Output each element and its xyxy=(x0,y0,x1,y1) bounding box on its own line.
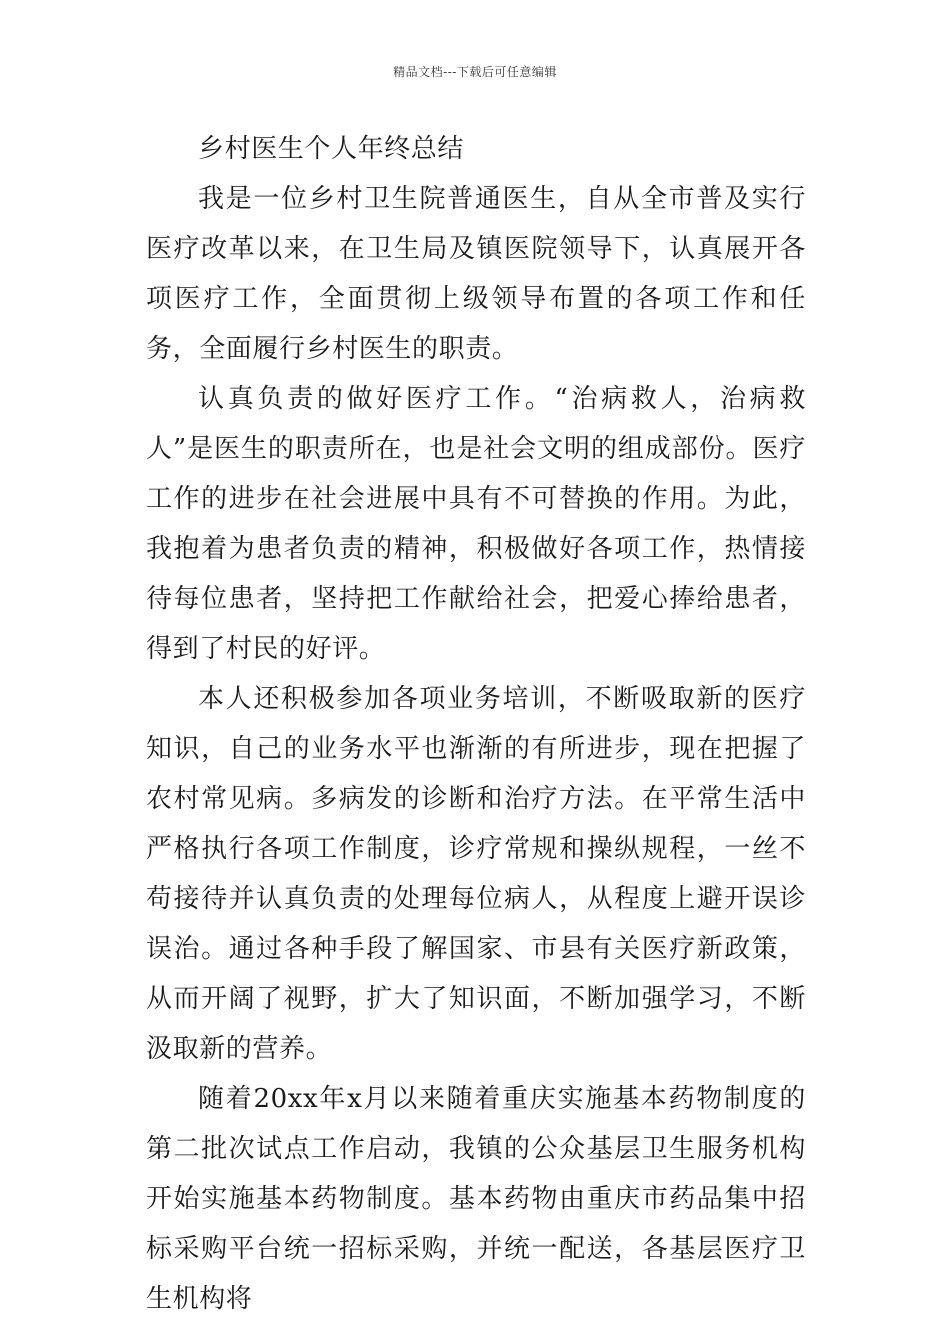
document-title: 乡村医生个人年终总结 xyxy=(198,134,465,164)
page-header: 精品文档---下载后可任意编辑 xyxy=(393,65,557,79)
paragraph-4: 随着20xx年x月以来随着重庆实施基本药物制度的第二批次试点工作启动，我镇的公众基层卫生服务机构开始实施基本药物制度。基本药物由重庆市药品集中招标采购平台统一招标采购，并统一配送，各基层医疗卫生机构将 xyxy=(146,1084,806,1314)
paragraph-3: 本人还积极参加各项业务培训，不断吸取新的医疗知识，自己的业务水平也渐渐的有所进步，现在把握了农村常见病。多病发的诊断和治疗方法。在平常生活中严格执行各项工作制度，诊疗常规和操纵规程，一丝不苟接待并认真负责的处理每位病人，从程度上避开误诊误治。通过各种手段了解国家、市县有关医疗新政策，从而开阔了视野，扩大了知识面，不断加强学习，不断汲取新的营养。 xyxy=(146,684,806,1064)
paragraph-2: 认真负责的做好医疗工作。“治病救人，治病救人”是医生的职责所在，也是社会文明的组成部份。医疗工作的进步在社会进展中具有不可替换的作用。为此，我抱着为患者负责的精神，积极做好各项工作，热情接待每位患者，坚持把工作献给社会，把爱心捧给患者，得到了村民的好评。 xyxy=(146,384,806,664)
paragraph-1: 我是一位乡村卫生院普通医生，自从全市普及实行医疗改革以来，在卫生局及镇医院领导下，认真展开各项医疗工作，全面贯彻上级领导布置的各项工作和任务，全面履行乡村医生的职责。 xyxy=(146,184,806,364)
document-body xyxy=(146,124,806,1324)
